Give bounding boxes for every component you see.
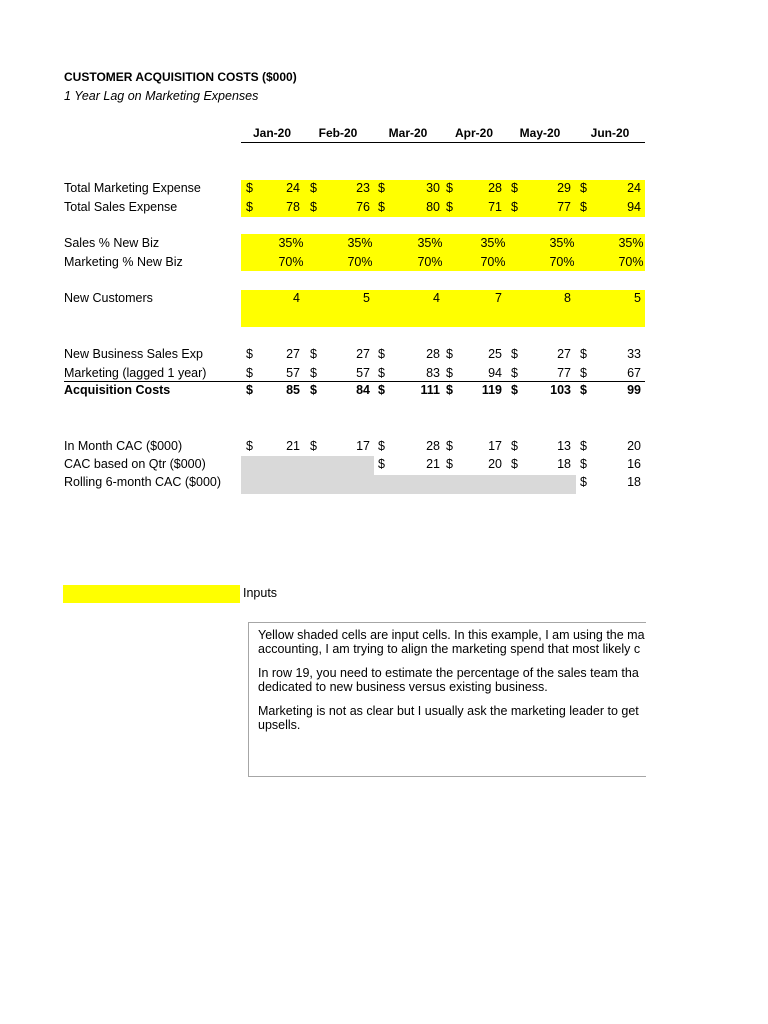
cell-marketing-pct[interactable]: 70%	[278, 255, 304, 269]
currency-symbol: $	[446, 366, 453, 380]
cell-new-biz-sales[interactable]: 27	[286, 347, 300, 361]
cell-new-customers[interactable]: 4	[293, 291, 300, 305]
cell-marketing-pct[interactable]: 70%	[347, 255, 373, 269]
cell-total-sales[interactable]: 76	[356, 200, 370, 214]
currency-symbol: $	[310, 439, 317, 453]
row-label: Sales % New Biz	[64, 236, 160, 250]
cell-marketing-pct[interactable]: 70%	[549, 255, 575, 269]
cell-total-marketing[interactable]: 24	[286, 181, 300, 195]
currency-symbol: $	[580, 439, 587, 453]
notes-paragraph: In row 19, you need to estimate the percentage of the sales team tha dedicated to new business versus existing business.	[258, 666, 639, 694]
currency-symbol: $	[511, 347, 518, 361]
notes-textbox[interactable]	[248, 622, 646, 777]
currency-symbol: $	[446, 457, 453, 471]
cell-new-biz-sales[interactable]: 33	[627, 347, 641, 361]
cell-total-marketing[interactable]: 28	[488, 181, 502, 195]
cell-marketing-lagged[interactable]: 94	[488, 366, 502, 380]
row-label: New Customers	[64, 291, 153, 305]
cell-rolling-cac[interactable]: 18	[627, 475, 641, 489]
row-label: Acquisition Costs	[64, 383, 171, 397]
blank-fill-rolling-cac	[241, 475, 576, 494]
cell-marketing-lagged[interactable]: 67	[627, 366, 641, 380]
cell-marketing-lagged[interactable]: 77	[557, 366, 571, 380]
cell-new-customers[interactable]: 4	[433, 291, 440, 305]
currency-symbol: $	[446, 200, 453, 214]
cell-in-month-cac[interactable]: 17	[488, 439, 502, 453]
cell-new-biz-sales[interactable]: 25	[488, 347, 502, 361]
cell-marketing-pct[interactable]: 70%	[417, 255, 443, 269]
inputs-legend-swatch	[63, 585, 240, 603]
blank-fill-cac-qtr	[241, 456, 374, 475]
cell-acquisition-costs[interactable]: 103	[550, 383, 571, 397]
sum-line	[64, 381, 645, 382]
month-header-apr: Apr-20	[454, 126, 493, 140]
currency-symbol: $	[378, 383, 385, 397]
cell-new-customers[interactable]: 8	[564, 291, 571, 305]
currency-symbol: $	[378, 347, 385, 361]
currency-symbol: $	[580, 366, 587, 380]
currency-symbol: $	[246, 383, 253, 397]
currency-symbol: $	[310, 383, 317, 397]
currency-symbol: $	[446, 383, 453, 397]
cell-in-month-cac[interactable]: 13	[557, 439, 571, 453]
currency-symbol: $	[446, 439, 453, 453]
currency-symbol: $	[378, 200, 385, 214]
cell-cac-qtr[interactable]: 20	[488, 457, 502, 471]
row-label: CAC based on Qtr ($000)	[64, 457, 206, 471]
cell-marketing-lagged[interactable]: 57	[356, 366, 370, 380]
currency-symbol: $	[580, 347, 587, 361]
cell-marketing-lagged[interactable]: 83	[426, 366, 440, 380]
cell-marketing-pct[interactable]: 70%	[618, 255, 644, 269]
month-header-jun: Jun-20	[590, 126, 630, 140]
cell-new-biz-sales[interactable]: 27	[557, 347, 571, 361]
row-label: Total Sales Expense	[64, 200, 178, 214]
cell-acquisition-costs[interactable]: 99	[627, 383, 641, 397]
cell-acquisition-costs[interactable]: 84	[356, 383, 370, 397]
currency-symbol: $	[378, 366, 385, 380]
input-fill-new-customers	[241, 290, 645, 327]
currency-symbol: $	[246, 347, 253, 361]
inputs-legend-label: Inputs	[243, 586, 278, 600]
currency-symbol: $	[511, 457, 518, 471]
currency-symbol: $	[511, 439, 518, 453]
cell-cac-qtr[interactable]: 16	[627, 457, 641, 471]
cell-sales-pct[interactable]: 35%	[549, 236, 575, 250]
notes-paragraph: Marketing is not as clear but I usually ask the marketing leader to get upsells.	[258, 704, 639, 732]
cell-in-month-cac[interactable]: 28	[426, 439, 440, 453]
cell-total-sales[interactable]: 78	[286, 200, 300, 214]
notes-paragraph: Yellow shaded cells are input cells. In this example, I am using the ma accounting, I am trying to align the marketing spend that most likely c	[258, 628, 645, 656]
currency-symbol: $	[446, 347, 453, 361]
cell-sales-pct[interactable]: 35%	[618, 236, 644, 250]
cell-sales-pct[interactable]: 35%	[480, 236, 506, 250]
currency-symbol: $	[580, 457, 587, 471]
currency-symbol: $	[378, 181, 385, 195]
currency-symbol: $	[580, 200, 587, 214]
currency-symbol: $	[310, 181, 317, 195]
currency-symbol: $	[580, 383, 587, 397]
cell-sales-pct[interactable]: 35%	[278, 236, 304, 250]
cell-in-month-cac[interactable]: 21	[286, 439, 300, 453]
month-header-feb: Feb-20	[318, 126, 358, 140]
cell-marketing-pct[interactable]: 70%	[480, 255, 506, 269]
currency-symbol: $	[511, 181, 518, 195]
month-header-jan: Jan-20	[252, 126, 292, 140]
cell-sales-pct[interactable]: 35%	[347, 236, 373, 250]
currency-symbol: $	[378, 439, 385, 453]
cell-total-sales[interactable]: 77	[557, 200, 571, 214]
header-underline	[241, 142, 645, 143]
currency-symbol: $	[511, 383, 518, 397]
cell-total-marketing[interactable]: 24	[627, 181, 641, 195]
month-header-mar: Mar-20	[388, 126, 428, 140]
currency-symbol: $	[580, 475, 587, 489]
cell-total-marketing[interactable]: 29	[557, 181, 571, 195]
sheet-title: CUSTOMER ACQUISITION COSTS ($000)	[64, 70, 297, 84]
cell-sales-pct[interactable]: 35%	[417, 236, 443, 250]
cell-in-month-cac[interactable]: 17	[356, 439, 370, 453]
currency-symbol: $	[378, 457, 385, 471]
sheet-subtitle: 1 Year Lag on Marketing Expenses	[64, 89, 259, 103]
row-label: Rolling 6-month CAC ($000)	[64, 475, 222, 489]
currency-symbol: $	[310, 200, 317, 214]
cell-acquisition-costs[interactable]: 111	[420, 383, 440, 397]
currency-symbol: $	[310, 366, 317, 380]
row-label: In Month CAC ($000)	[64, 439, 183, 453]
cell-total-marketing[interactable]: 30	[426, 181, 440, 195]
cell-cac-qtr[interactable]: 21	[426, 457, 440, 471]
cell-total-sales[interactable]: 94	[627, 200, 641, 214]
cell-cac-qtr[interactable]: 18	[557, 457, 571, 471]
currency-symbol: $	[310, 347, 317, 361]
cell-new-biz-sales[interactable]: 28	[426, 347, 440, 361]
currency-symbol: $	[511, 366, 518, 380]
currency-symbol: $	[246, 439, 253, 453]
currency-symbol: $	[446, 181, 453, 195]
month-header-may: May-20	[519, 126, 561, 140]
currency-symbol: $	[246, 200, 253, 214]
cell-new-customers[interactable]: 5	[634, 291, 641, 305]
currency-symbol: $	[580, 181, 587, 195]
cell-in-month-cac[interactable]: 20	[627, 439, 641, 453]
currency-symbol: $	[511, 200, 518, 214]
cell-new-biz-sales[interactable]: 27	[356, 347, 370, 361]
cell-marketing-lagged[interactable]: 57	[286, 366, 300, 380]
cell-total-sales[interactable]: 80	[426, 200, 440, 214]
cell-acquisition-costs[interactable]: 119	[481, 383, 502, 397]
cell-total-marketing[interactable]: 23	[356, 181, 370, 195]
row-label: Marketing (lagged 1 year)	[64, 366, 207, 380]
cell-new-customers[interactable]: 7	[495, 291, 502, 305]
row-label: Marketing % New Biz	[64, 255, 183, 269]
cell-acquisition-costs[interactable]: 85	[286, 383, 300, 397]
cell-total-sales[interactable]: 71	[488, 200, 502, 214]
currency-symbol: $	[246, 181, 253, 195]
cell-new-customers[interactable]: 5	[363, 291, 370, 305]
currency-symbol: $	[246, 366, 253, 380]
row-label: Total Marketing Expense	[64, 181, 201, 195]
row-label: New Business Sales Exp	[64, 347, 203, 361]
